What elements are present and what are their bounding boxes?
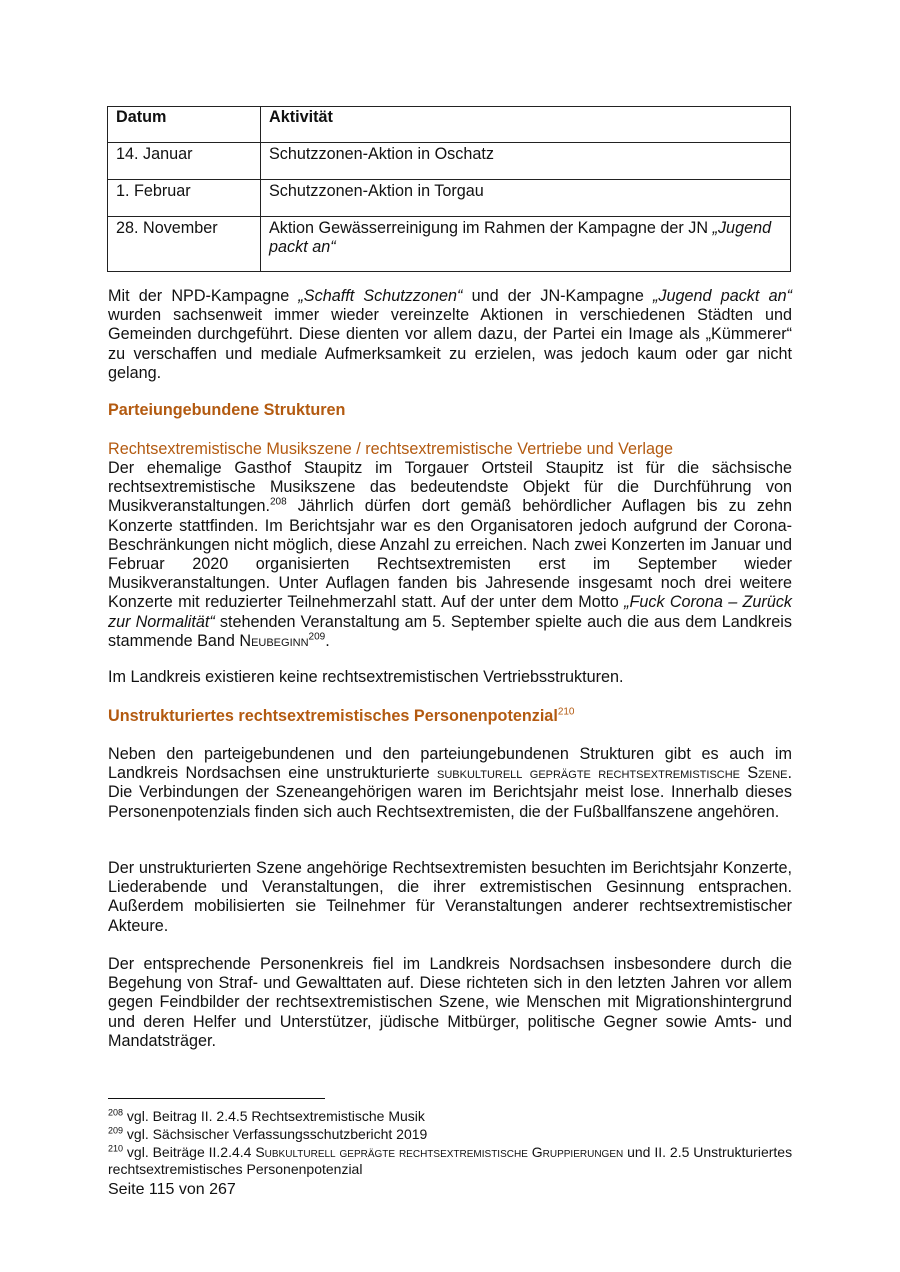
footnote-text: und II. 2.5 Unstrukturiertes rechtsextremistisches Personenpotenzial — [108, 1144, 793, 1177]
text: Der ehemalige Gasthof Staupitz im Torgauer Ortsteil Staupitz ist für die sächsische rechtsextremistische Musikszene das bedeutendste Objekt für die Durchführung von Musikveranstaltungen. — [108, 459, 792, 516]
text: wurden sachsenweit immer wieder vereinzelte Aktionen in verschiedenen Städten und Gemeinden durchgeführt. Diese dienten vor allem dazu, der Partei ein Image als „Kümmerer“ zu verschaffen und mediale Aufmerksamkeit zu erzielen, was jedoch kaum oder gar nicht gelang. — [108, 306, 792, 382]
table-row — [108, 180, 791, 217]
footnote — [108, 1126, 798, 1143]
cell-date: 1. Februar — [108, 180, 261, 217]
footnote-number: 208 — [108, 1107, 124, 1118]
heading-text: Unstrukturiertes rechtsextremistisches Personenpotenzial — [108, 707, 558, 725]
page-number: Seite 115 von 267 — [108, 1181, 236, 1198]
paragraph-music-scene — [108, 459, 792, 651]
cell-date: 28. November — [108, 217, 261, 272]
cell-activity — [261, 217, 791, 272]
term-small-caps: subkulturell geprägte rechtsextremistische Szene — [437, 764, 788, 783]
event-motto: „Fuck Corona – Zurück zur Normalität“ — [108, 593, 793, 631]
text: und der JN-Kampagne — [462, 287, 654, 305]
text: Jährlich dürfen dort gemäß behördlicher Auflagen bis zu zehn Konzerte stattfinden. Im Berichtsjahr war es den Organisatoren jedoch aufgrund der Corona-Beschränkungen nicht möglich, diese Anzahl zu erreichen. Nach zwei Konzerten im Januar und Februar 2020 organisierten Rechtsextremisten erst im September wieder Musikveranstaltungen. Unter Auflagen fanden bis Jahresende insgesamt noch drei weitere Konzerte mit reduzierter Teilnehmerzahl statt. Auf der unter dem Motto — [108, 497, 792, 612]
text: Mit der NPD-Kampagne — [108, 287, 299, 305]
paragraph-campaigns — [108, 287, 792, 383]
section-heading — [108, 707, 792, 726]
table-row — [108, 143, 791, 180]
footnote-text: vgl. Beitrag II. 2.4.5 Rechtsextremistische Musik — [123, 1108, 425, 1124]
column-header-activity: Aktivität — [261, 107, 791, 143]
footnote — [108, 1108, 798, 1125]
footnote-text: vgl. Sächsischer Verfassungsschutzbericht 2019 — [123, 1126, 428, 1142]
footnote-number: 210 — [108, 1143, 124, 1154]
text: stehenden Veranstaltung am 5. September spielte auch die aus dem Landkreis stammende Band — [108, 612, 792, 650]
paragraph-crimes: Der entsprechende Personenkreis fiel im Landkreis Nordsachsen insbesondere durch die Begehung von Straf- und Gewalttaten auf. Diese richteten sich in den letzten Jahren vor allem gegen Feindbilder der rechtsextremistischen Szene, wie Menschen mit Migrationshintergrund und deren Helfer und Unterstützer, jüdische Mitbürger, politische Gegner sowie Amts- und Mandatsträger. — [108, 955, 792, 1050]
footnote-ref[interactable]: 210 — [557, 706, 575, 718]
cell-date: 14. Januar — [108, 143, 261, 180]
text: Neben den parteigebundenen und den parteiungebundenen Strukturen gibt es auch im Landkreis Nordsachsen eine unstrukturierte — [108, 745, 792, 783]
text: . Die Verbindungen der Szeneangehörigen waren im Berichtsjahr meist lose. Innerhalb dieses Personenpotenzials finden sich auch Rechtsextremisten, die der Fußballfanszene angehören. — [108, 764, 793, 821]
subsection-heading: Rechtsextremistische Musikszene / rechtsextremistische Vertriebe und Verlage — [108, 440, 674, 458]
paragraph-events: Der unstrukturierten Szene angehörige Rechtsextremisten besuchten im Berichtsjahr Konzerte, Liederabende und Veranstaltungen, die ihrer extremistischen Gesinnung entsprachen. Außerdem mobilisierten sie Teilnehmer für Veranstaltungen anderer rechtsextremistischer Akteure. — [108, 859, 792, 935]
campaign-name: „Jugend packt an“ — [653, 287, 792, 305]
paragraph-unstructured — [108, 745, 792, 822]
column-header-date: Datum — [108, 107, 261, 143]
cell-activity: Schutzzonen-Aktion in Torgau — [261, 180, 791, 217]
paragraph-distribution: Im Landkreis existieren keine rechtsextremistischen Vertriebsstrukturen. — [108, 668, 624, 686]
footnote-number: 209 — [108, 1125, 124, 1136]
section-heading: Parteiungebundene Strukturen — [108, 401, 346, 419]
footnote — [108, 1144, 798, 1178]
activity-text: Aktion Gewässerreinigung im Rahmen der Kampagne der JN — [269, 219, 713, 237]
activity-campaign-name: „Jugend packt an“ — [269, 219, 772, 257]
activity-table — [107, 106, 791, 272]
table-header-row — [108, 107, 791, 143]
table-row — [108, 217, 791, 272]
text: . — [325, 631, 330, 650]
footnote-separator — [108, 1098, 325, 1099]
campaign-name: „Schafft Schutzzonen“ — [298, 287, 463, 305]
band-name: Neubeginn — [239, 631, 309, 650]
footnote-text-small-caps: Subkulturell geprägte rechtsextremistische Gruppierungen — [255, 1144, 624, 1160]
footnote-ref[interactable]: 208 — [269, 497, 287, 509]
footnote-text: vgl. Beiträge II.2.4.4 — [123, 1144, 256, 1160]
footnote-ref[interactable]: 209 — [308, 631, 326, 643]
cell-activity: Schutzzonen-Aktion in Oschatz — [261, 143, 791, 180]
